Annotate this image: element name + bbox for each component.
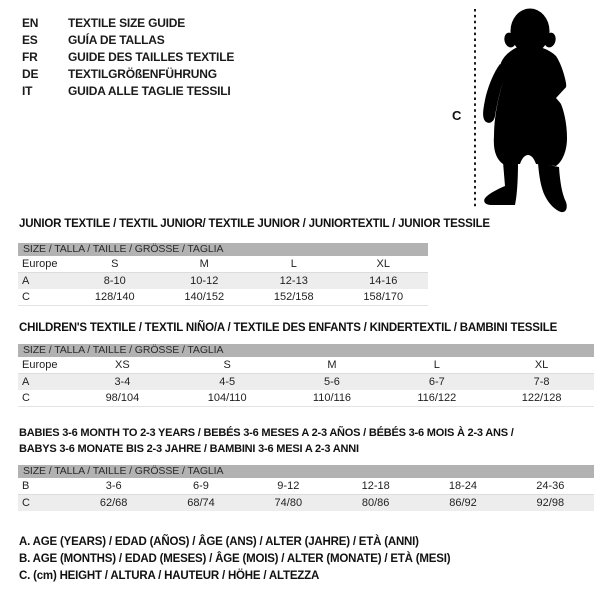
row-label: Europe [22,359,58,371]
table-cell: 10-12 [190,274,219,287]
table-cell: S [223,359,231,371]
table-cell: 68/74 [187,496,215,509]
legend-line-c: C. (cm) HEIGHT / ALTURA / HAUTEUR / HÖHE / ALTEZZA [19,570,320,582]
table-cell: 140/152 [184,291,225,303]
language-title: GUIDA ALLE TAGLIE TESSILI [68,84,231,98]
toddler-silhouette [483,9,567,213]
table-cell: M [327,359,337,371]
table-cell: 86/92 [449,496,477,509]
table-cell: 4-5 [219,375,236,388]
row-label: A [22,274,30,287]
table-row [18,273,428,290]
babies-textile-section [18,425,594,511]
toddler-silhouette-svg [430,0,600,220]
height-measure-label: C [452,108,462,123]
junior-textile-section [18,218,490,306]
table-cell: 18-24 [448,480,478,492]
table-title [18,218,490,231]
table-cell: 6-9 [193,480,209,492]
language-row [22,15,234,32]
table-cell: 110/116 [312,392,352,404]
table-rows [18,357,594,407]
table-title-line: BABIES 3-6 MONTH TO 2-3 YEARS / BEBÉS 3-6 MESES A 2-3 AÑOS / BÉBÉS 3-6 MOIS À 2-3 ANS / [19,427,514,439]
table-title-line: BABYS 3-6 MONATE BIS 2-3 JAHRE / BAMBINI 3-6 MESI A 2-3 ANNI [19,443,359,455]
table-cell: 128/140 [94,291,135,303]
table-cell: XS [115,359,130,371]
language-code: IT [22,84,33,98]
table-row [18,495,594,512]
table-title-line: CHILDREN'S TEXTILE / TEXTIL NIÑO/A / TEXTILE DES ENFANTS / KINDERTEXTIL / BAMBINI TESSILE [19,322,558,334]
table-row [18,256,428,273]
table-cell: 7-8 [533,375,550,388]
table-cell: 74/80 [274,496,303,509]
language-code: ES [22,33,38,47]
language-code: EN [22,16,39,30]
table-rows [18,478,594,511]
table-cell: 3-6 [105,480,122,492]
language-title: TEXTILGRÖßENFÜHRUNG [68,67,217,81]
language-title: TEXTILE SIZE GUIDE [68,16,186,30]
language-title: GUIDE DES TAILLES TEXTILE [68,50,235,64]
table-row [18,289,428,306]
table-cell: 104/110 [207,392,247,404]
table-row [18,478,594,495]
table-title [18,425,594,457]
table-cell: 12-18 [361,480,390,492]
table-cell: M [199,258,209,270]
table-cell: 8-10 [103,274,126,287]
row-label: C [22,496,30,509]
language-code: DE [22,67,39,81]
table-title [18,322,594,335]
size-table [18,344,594,407]
table-cell: 122/128 [521,392,562,404]
row-label: C [22,392,30,404]
language-row [22,32,234,49]
table-cell: 24-36 [536,480,565,492]
table-cell: 92/98 [536,496,565,509]
table-row [18,390,594,407]
table-cell: 80/86 [361,496,390,509]
legend-block [19,534,450,585]
language-row [22,66,234,83]
table-cell: 14-16 [369,274,398,287]
table-cell: 158/170 [363,291,404,303]
table-cell: 9-12 [277,480,300,492]
row-label: B [22,480,30,492]
language-row [22,83,234,100]
table-header-band: SIZE / TALLA / TAILLE / GRÖSSE / TAGLIA [18,465,594,478]
row-label: Europe [22,258,58,270]
legend-line-a: A. AGE (YEARS) / EDAD (AÑOS) / ÂGE (ANS) / ALTER (JAHRE) / ETÀ (ANNI) [19,536,419,548]
language-title: GUÍA DE TALLAS [68,33,165,47]
size-table [18,465,594,511]
table-row [18,374,594,391]
table-title-line: JUNIOR TEXTILE / TEXTIL JUNIOR/ TEXTILE JUNIOR / JUNIORTEXTIL / JUNIOR TESSILE [19,218,490,230]
table-cell: 98/104 [105,392,140,404]
table-cell: L [433,359,440,371]
table-cell: 152/158 [273,291,314,303]
table-cell: 116/122 [417,392,457,404]
language-row [22,49,234,66]
table-row [18,357,594,374]
row-label: C [22,291,30,303]
table-cell: L [290,258,297,270]
language-title-block [22,15,234,100]
table-cell: S [111,258,119,270]
table-cell: 3-4 [114,375,131,388]
children-textile-section [18,322,594,407]
row-label: A [22,375,30,388]
table-cell: 62/68 [99,496,128,509]
language-code: FR [22,50,38,64]
table-header-band: SIZE / TALLA / TAILLE / GRÖSSE / TAGLIA [18,243,428,256]
table-cell: 12-13 [279,274,308,287]
toddler-figure [430,0,600,220]
size-table [18,243,428,306]
table-cell: XL [534,359,549,371]
table-cell: 6-7 [428,375,445,388]
table-header-band: SIZE / TALLA / TAILLE / GRÖSSE / TAGLIA [18,344,594,357]
table-cell: 5-6 [324,375,340,388]
legend-line-b: B. AGE (MONTHS) / EDAD (MESES) / ÂGE (MOIS) / ALTER (MONATE) / ETÀ (MESI) [19,553,451,565]
table-rows [18,256,428,306]
table-cell: XL [376,258,390,270]
